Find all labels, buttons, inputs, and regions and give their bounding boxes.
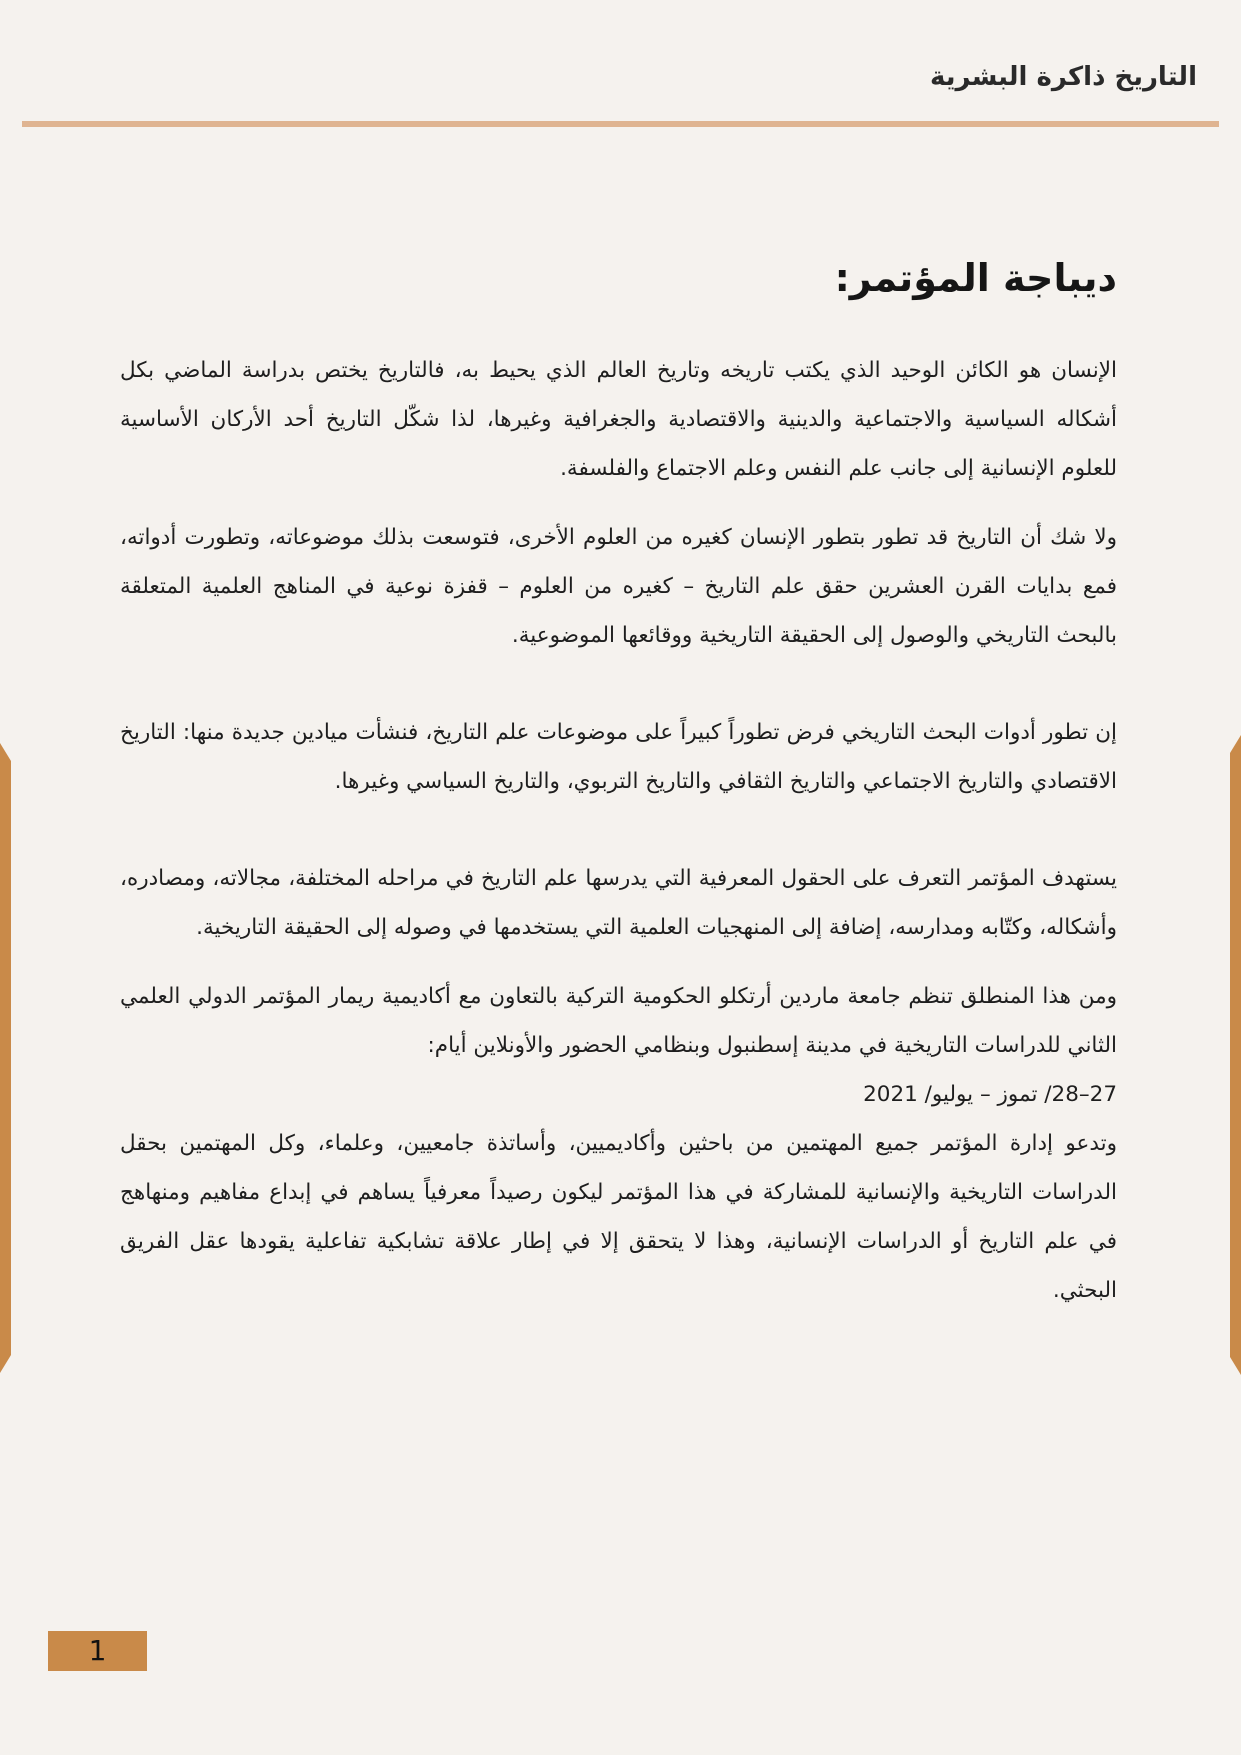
paragraph-invitation: وتدعو إدارة المؤتمر جميع المهتمين من باحثين وأكاديميين، وأساتذة جامعيين، وعلماء، وكل المهتمين بحقل الدراسات التاريخية والإنسانية للمشاركة في هذا المؤتمر ليكون رصيداً معرفياً يساهم في إبداع مفاهيم ومنهاهج في علم التاريخ أو الدراسات الإنسانية، وهذا لا يتحقق إلا في إطار علاقة تشابكية تفاعلية يقودها عقل الفريق البحثي. [120, 1131, 1117, 1303]
left-side-tab [0, 743, 11, 1373]
running-header-title: التاريخ ذاكرة البشرية [930, 62, 1197, 92]
right-side-tab [1230, 735, 1241, 1375]
conference-date: 27–28/ تموز – يوليو/ 2021 [863, 1082, 1117, 1107]
section-heading: ديباجة المؤتمر: [834, 256, 1117, 300]
paragraph-objective: يستهدف المؤتمر التعرف على الحقول المعرفية التي يدرسها علم التاريخ في مراحله المختلفة، مجالاته، ومصادره، وأشكاله، وكتّابه ومدارسه، إضافة إلى المنهجيات العلمية التي يستخدمها في وصوله إلى الحقيقة التاريخية. [120, 866, 1117, 940]
paragraph-intro: الإنسان هو الكائن الوحيد الذي يكتب تاريخه وتاريخ العالم الذي يحيط به، فالتاريخ يختص بدراسة الماضي بكل أشكاله السياسية والاجتماعية والدينية والاقتصادية والجغرافية وغيرها، لذا شكّل التاريخ أحد الأركان الأساسية للعلوم الإنسانية إلى جانب علم النفس وعلم الاجتماع والفلسفة. [120, 358, 1117, 481]
page-number: 1 [48, 1631, 147, 1671]
paragraph-development: ولا شك أن التاريخ قد تطور بتطور الإنسان كغيره من العلوم الأخرى، فتوسعت بذلك موضوعاته، وتطورت أدواته، فمع بدايات القرن العشرين حقق علم التاريخ – كغيره من العلوم – قفزة نوعية في المناهج العلمية المتعلقة بالبحث التاريخي والوصول إلى الحقيقة التاريخية ووقائعها الموضوعية. [120, 525, 1117, 648]
paragraph-organizer: ومن هذا المنطلق تنظم جامعة ماردين أرتكلو الحكومية التركية بالتعاون مع أكاديمية ريمار المؤتمر الدولي العلمي الثاني للدراسات التاريخية في مدينة إسطنبول وبنظامي الحضور والأونلاين أيام: [120, 984, 1117, 1058]
paragraph-new-fields: إن تطور أدوات البحث التاريخي فرض تطوراً كبيراً على موضوعات علم التاريخ، فنشأت ميادين جديدة منها: التاريخ الاقتصادي والتاريخ الاجتماعي والتاريخ الثقافي والتاريخ التربوي، والتاريخ السياسي وغيرها. [120, 720, 1117, 794]
header-divider [22, 121, 1219, 127]
body-text [120, 346, 1117, 1315]
